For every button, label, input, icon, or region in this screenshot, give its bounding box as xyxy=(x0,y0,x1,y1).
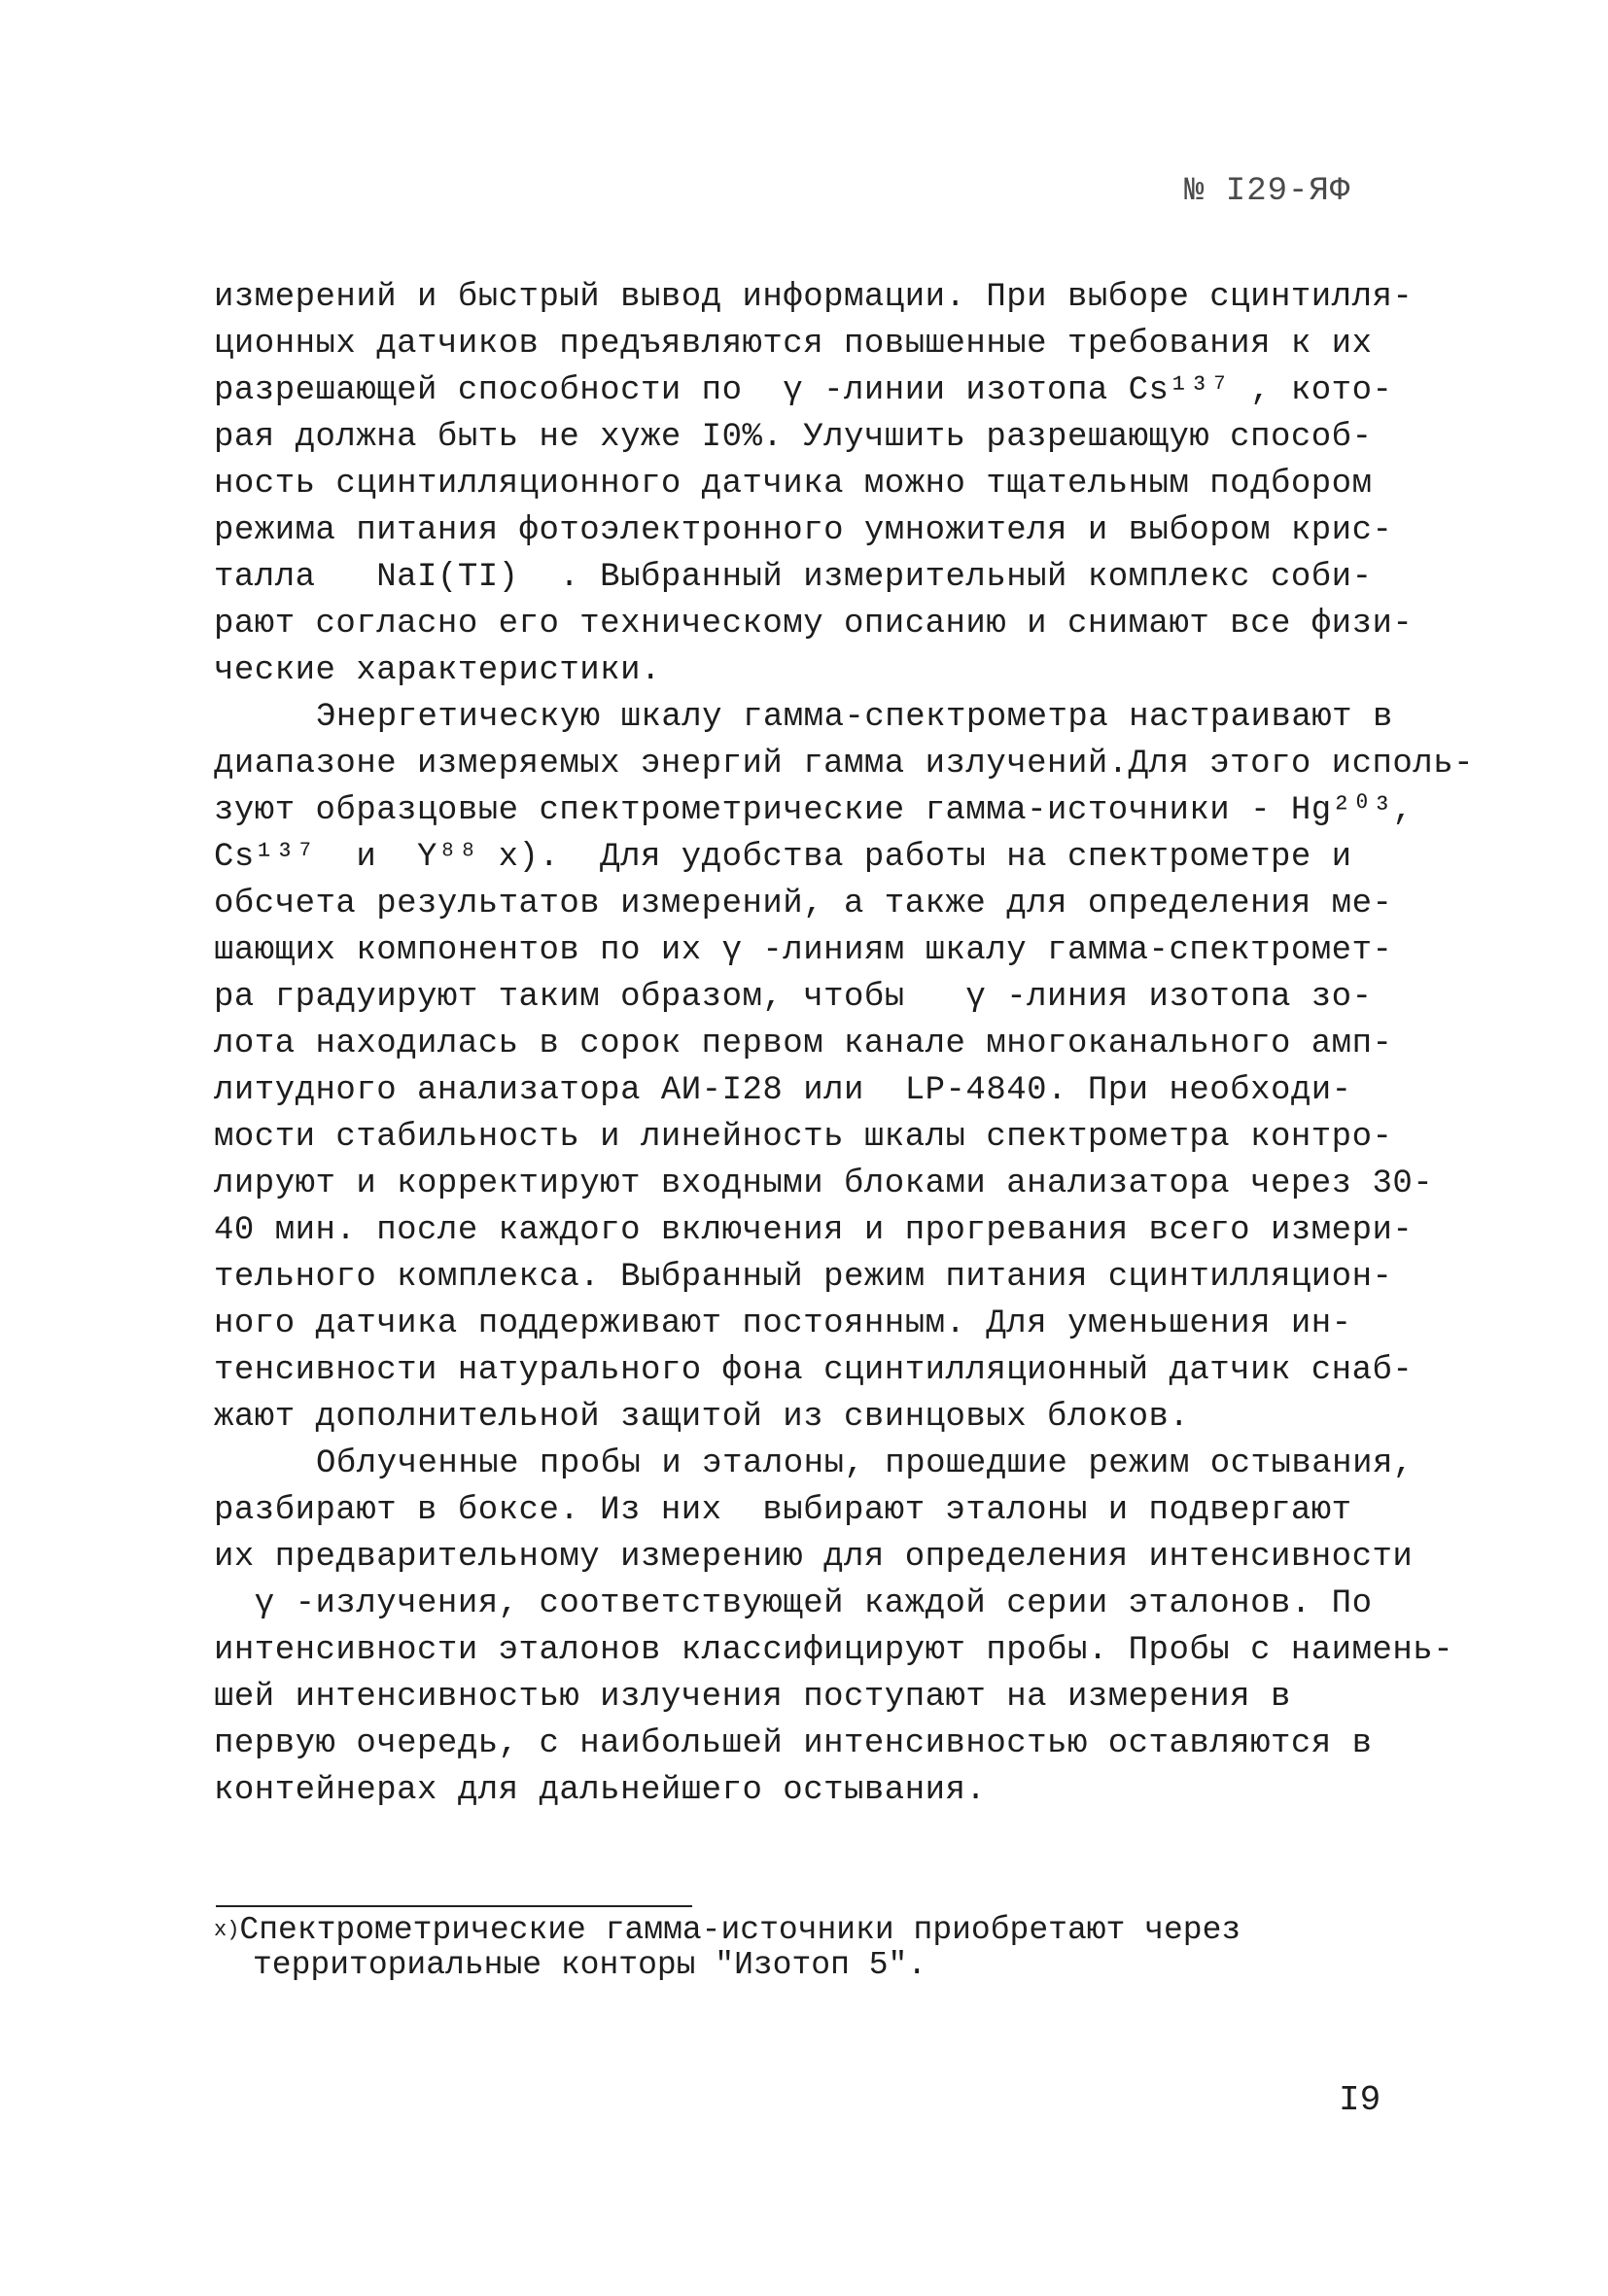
body-line: зуют образцовые спектрометрические гамма-источники - Hg²⁰³, xyxy=(214,792,1414,829)
body-line: разбирают в боксе. Из них выбирают эталоны и подвергают xyxy=(214,1492,1352,1529)
footnote-line-1 xyxy=(214,1913,1419,1948)
body-text xyxy=(214,274,1475,1814)
body-line: жают дополнительной защитой из свинцовых блоков. xyxy=(214,1399,1190,1436)
body-line: рая должна быть не хуже I0%. Улучшить разрешающую способ- xyxy=(214,419,1373,456)
body-line: ность сцинтилляционного датчика можно тщательным подбором xyxy=(214,466,1373,503)
body-line: Облученные пробы и эталоны, прошедшие режим остывания, xyxy=(316,1445,1414,1482)
page-number: I9 xyxy=(1339,2080,1381,2120)
footnote-marker: x) xyxy=(214,1918,240,1942)
body-line: ционных датчиков предъявляются повышенные требования к их xyxy=(214,326,1373,363)
footnote-text-1: Спектрометрические гамма-источники приобретают через xyxy=(239,1912,1241,1948)
body-line: интенсивности эталонов классифицируют пробы. Пробы с наимень- xyxy=(214,1632,1454,1669)
body-line: диапазоне измеряемых энергий гамма излучений.Для этого исполь- xyxy=(214,746,1475,783)
body-line: 40 мин. после каждого включения и прогревания всего измери- xyxy=(214,1212,1414,1249)
body-line: Cs¹³⁷ и Y⁸⁸ x). Для удобства работы на спектрометре и xyxy=(214,839,1352,876)
footnote-separator xyxy=(216,1905,692,1907)
body-line: шей интенсивностью излучения поступают на измерения в xyxy=(214,1679,1291,1716)
body-line: ческие характеристики. xyxy=(214,652,661,689)
body-line: измерений и быстрый вывод информации. При выборе сцинтилля- xyxy=(214,279,1414,316)
body-line: мости стабильность и линейность шкалы спектрометра контро- xyxy=(214,1119,1393,1156)
body-line: литудного анализатора АИ-I28 или LP-4840. При необходи- xyxy=(214,1072,1352,1109)
body-line: тенсивности натурального фона сцинтилляционный датчик снаб- xyxy=(214,1352,1414,1389)
body-line: их предварительному измерению для определения интенсивности xyxy=(214,1539,1414,1576)
footnote xyxy=(214,1913,1419,1983)
body-line: γ -излучения, соответствующей каждой серии эталонов. По xyxy=(214,1585,1373,1622)
body-line: ра градуируют таким образом, чтобы γ -линия изотопа зо- xyxy=(214,979,1373,1016)
body-line: талла NaI(TI) . Выбранный измерительный комплекс соби- xyxy=(214,559,1373,596)
document-code: № I29-ЯФ xyxy=(1184,173,1351,210)
body-line: Энергетическую шкалу гамма-спектрометра настраивают в xyxy=(316,699,1393,736)
body-line: лота находилась в сорок первом канале многоканального амп- xyxy=(214,1026,1393,1062)
body-line: ного датчика поддерживают постоянным. Для уменьшения ин- xyxy=(214,1305,1352,1342)
body-line: тельного комплекса. Выбранный режим питания сцинтилляцион- xyxy=(214,1259,1393,1296)
body-line: режима питания фотоэлектронного умножителя и выбором крис- xyxy=(214,512,1393,549)
body-line: шающих компонентов по их γ -линиям шкалу гамма-спектромет- xyxy=(214,932,1393,969)
body-line: рают согласно его техническому описанию и снимают все физи- xyxy=(214,606,1414,643)
body-line: первую очередь, с наибольшей интенсивностью оставляются в xyxy=(214,1725,1373,1762)
body-line: лируют и корректируют входными блоками анализатора через 30- xyxy=(214,1165,1434,1202)
footnote-line-2: территориальные конторы "Изотоп 5". xyxy=(253,1947,927,1983)
body-line: обсчета результатов измерений, а также для определения ме- xyxy=(214,886,1393,922)
body-line: контейнерах для дальнейшего остывания. xyxy=(214,1772,987,1809)
body-line: разрешающей способности по γ -линии изотопа Cs¹³⁷ , кото- xyxy=(214,372,1393,409)
